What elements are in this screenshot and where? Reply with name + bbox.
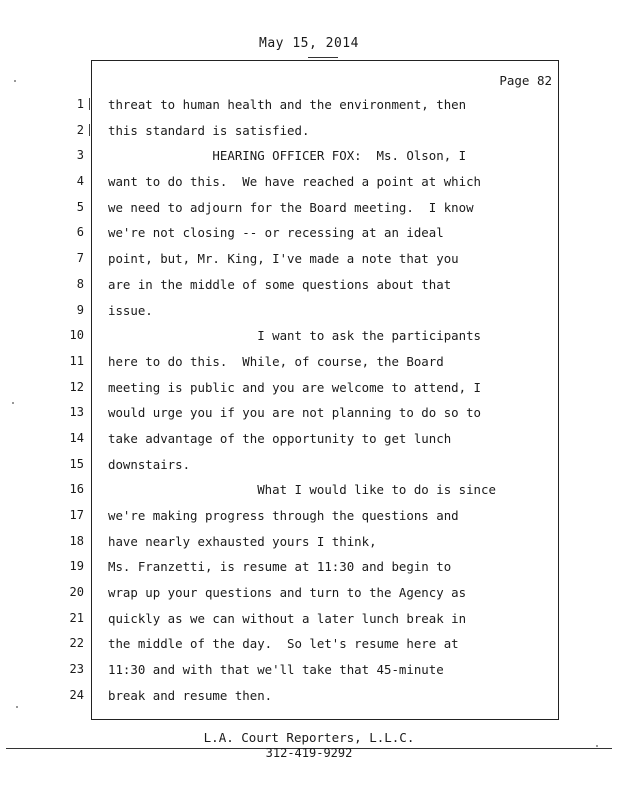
line-number: 1: [76, 97, 84, 111]
transcript-line: the middle of the day. So let's resume here at: [108, 636, 459, 652]
transcript-date: May 15, 2014: [259, 36, 359, 51]
scan-speck: [14, 80, 16, 82]
transcript-line: HEARING OFFICER FOX: Ms. Olson, I: [108, 148, 467, 164]
margin-tick: [89, 124, 90, 136]
line-number: 5: [76, 199, 84, 214]
transcript-line: threat to human health and the environment, then: [108, 97, 467, 112]
line-number: 9: [76, 302, 84, 317]
transcript-line: this standard is satisfied.: [108, 122, 310, 138]
line-number-column: [60, 92, 84, 709]
line-number: 2: [76, 122, 84, 137]
transcript-line: issue.: [108, 302, 153, 318]
header-rule: [308, 57, 338, 58]
page-number: Page 82: [499, 73, 552, 88]
court-reporter-phone: 312-419-9292: [265, 746, 353, 760]
line-number: 3: [76, 148, 84, 163]
transcript-line: quickly as we can without a later lunch break in: [108, 610, 467, 626]
transcript-line: break and resume then.: [108, 687, 273, 703]
transcript-line: here to do this. While, of course, the Board: [108, 353, 444, 369]
line-number: 23: [69, 662, 84, 677]
transcript-line: wrap up your questions and turn to the Agency as: [108, 585, 467, 601]
transcript-line: I want to ask the participants: [108, 328, 481, 344]
transcript-line: are in the middle of some questions about that: [108, 276, 452, 292]
transcript-line: 11:30 and with that we'll take that 45-minute: [108, 662, 444, 678]
line-number: 4: [76, 174, 84, 189]
court-reporter-name: L.A. Court Reporters, L.L.C.: [203, 730, 415, 745]
transcript-line: we need to adjourn for the Board meeting. I know: [108, 199, 474, 215]
transcript-line: have nearly exhausted yours I think,: [108, 533, 377, 549]
line-number: 17: [69, 508, 84, 522]
line-number: 10: [69, 328, 84, 343]
transcript-line: would urge you if you are not planning to do so to: [108, 405, 481, 421]
transcript-text: [108, 92, 553, 709]
line-number: 24: [69, 687, 84, 702]
transcript-line: meeting is public and you are welcome to attend, I: [108, 379, 481, 395]
line-number: 14: [69, 430, 84, 445]
transcript-line: downstairs.: [108, 456, 191, 472]
transcript-line: we're not closing -- or recessing at an ideal: [108, 225, 444, 241]
line-number: 11: [69, 353, 84, 368]
transcript-line: take advantage of the opportunity to get lunch: [108, 430, 452, 446]
transcript-line: What I would like to do is since: [108, 482, 496, 498]
line-number: 22: [69, 636, 84, 651]
transcript-line: Ms. Franzetti, is resume at 11:30 and begin to: [108, 559, 452, 575]
line-number: 16: [69, 482, 84, 497]
line-number: 18: [69, 533, 84, 548]
scan-speck: [16, 706, 18, 708]
line-number: 8: [76, 276, 84, 291]
line-number: 6: [76, 225, 84, 240]
scan-speck: [12, 402, 14, 404]
line-number: 21: [69, 610, 84, 625]
line-number: 12: [69, 379, 84, 394]
line-number: 7: [76, 251, 84, 266]
line-number: 13: [69, 405, 84, 420]
margin-tick: [89, 98, 90, 110]
transcript-line: point, but, Mr. King, I've made a note that you: [108, 251, 459, 267]
line-number: 20: [69, 585, 84, 600]
transcript-line: want to do this. We have reached a point at which: [108, 174, 481, 190]
line-number: 15: [69, 456, 84, 471]
transcript-line: we're making progress through the questions and: [108, 508, 459, 523]
scan-speck: [596, 745, 598, 747]
line-number: 19: [69, 559, 84, 574]
